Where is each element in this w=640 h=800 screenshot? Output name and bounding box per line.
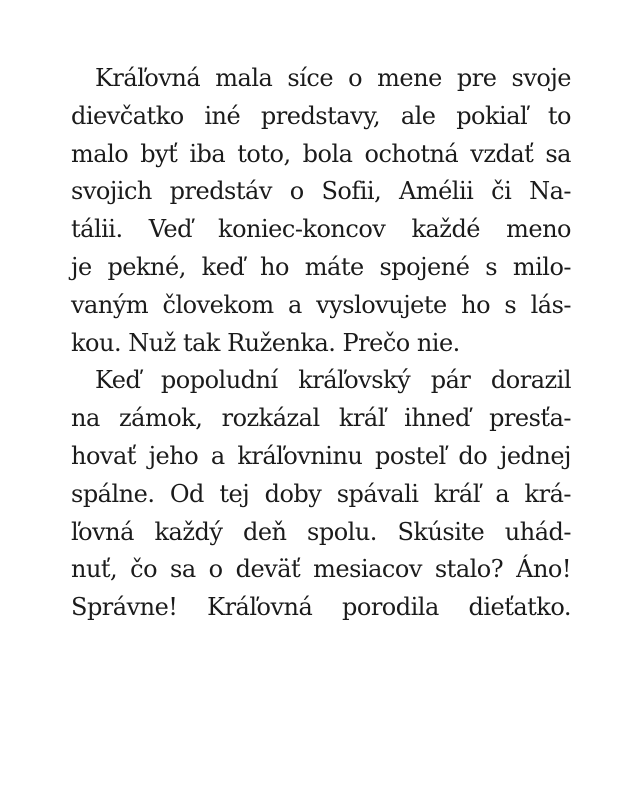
text-line: dievčatko iné predstavy, ale pokiaľ to bbox=[71, 101, 571, 130]
paragraph-1 bbox=[71, 60, 571, 362]
text-line: hovať jeho a kráľovninu posteľ do jednej bbox=[71, 441, 571, 470]
paragraph-2 bbox=[71, 362, 571, 627]
text-line: Kráľovná mala síce o mene pre svoje bbox=[95, 64, 571, 92]
text-line: nuť, čo sa o deväť mesiacov stalo? Áno! bbox=[71, 555, 571, 584]
text-line: spálne. Od tej doby spávali kráľ a krá- bbox=[71, 479, 571, 508]
text-line: kou. Nuž tak Ruženka. Prečo nie. bbox=[71, 328, 460, 357]
text-line: ľovná každý deň spolu. Skúsite uhád- bbox=[71, 517, 571, 546]
text-line: vaným človekom a vyslovujete ho s lás- bbox=[71, 290, 571, 319]
text-line: svojich predstáv o Sofii, Amélii či Na- bbox=[71, 177, 571, 206]
text-line: na zámok, rozkázal kráľ ihneď presťa- bbox=[71, 404, 571, 433]
text-line: Keď popoludní kráľovský pár dorazil bbox=[95, 366, 571, 395]
text-line: je pekné, keď ho máte spojené s milo- bbox=[71, 252, 571, 281]
text-line: tálii. Veď koniec-koncov každé meno bbox=[71, 215, 571, 244]
text-line: Správne! Kráľovná porodila dieťatko. bbox=[71, 593, 571, 622]
book-page bbox=[71, 60, 571, 627]
text-line: malo byť iba toto, bola ochotná vzdať sa bbox=[71, 139, 571, 168]
